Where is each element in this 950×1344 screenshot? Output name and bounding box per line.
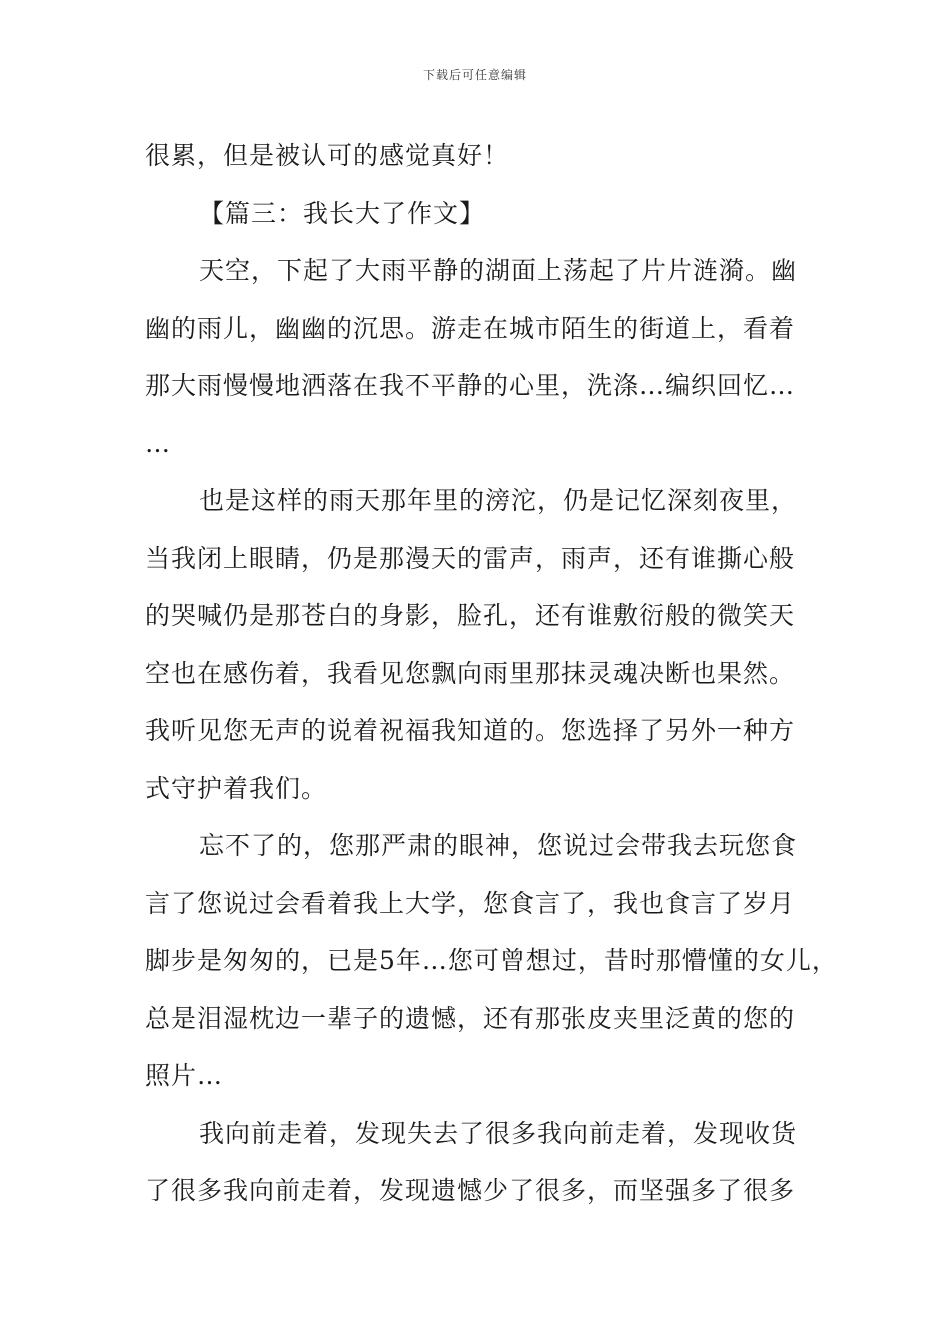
text-line-16: 总是泪湿枕边一辈子的遗憾，还有那张皮夹里泛黄的您的 bbox=[145, 1003, 796, 1033]
text-line-11: 我听见您无声的说着祝福我知道的。您选择了另外一种方 bbox=[145, 716, 796, 745]
text-line-17: 照片… bbox=[145, 1061, 224, 1090]
text-line-8: 当我闭上眼睛，仍是那漫天的雷声，雨声，还有谁撕心般 bbox=[145, 543, 796, 573]
text-line-1: 很累，但是被认可的感觉真好！ bbox=[145, 141, 510, 170]
text-line-14: 言了您说过会看着我上大学，您食言了，我也食言了岁月 bbox=[145, 888, 796, 918]
text-line-18: 我向前走着，发现失去了很多我向前走着，发现收货 bbox=[199, 1118, 798, 1148]
text-line-10: 空也在感伤着，我看见您飘向雨里那抹灵魂决断也果然。 bbox=[145, 658, 796, 688]
text-line-15: 脚步是匆匆的，已是5年…您可曾想过，昔时那懵懂的女儿， bbox=[145, 946, 838, 975]
text-line-4: 幽的雨儿，幽幽的沉思。游走在城市陌生的街道上，看着 bbox=[145, 313, 796, 343]
text-line-7: 也是这样的雨天那年里的滂沱，仍是记忆深刻夜里， bbox=[199, 486, 798, 515]
section-heading: 【篇三：我长大了作文】 bbox=[199, 198, 486, 228]
text-line-19: 了很多我向前走着，发现遗憾少了很多，而坚强多了很多 bbox=[145, 1176, 796, 1205]
page-header: 下载后可任意编辑 bbox=[422, 68, 527, 82]
text-line-3: 天空，下起了大雨平静的湖面上荡起了片片涟漪。幽 bbox=[199, 256, 798, 285]
text-line-12: 式守护着我们。 bbox=[145, 773, 328, 803]
text-line-6: … bbox=[145, 428, 171, 458]
document-body bbox=[145, 127, 838, 1220]
text-line-5: 那大雨慢慢地洒落在我不平静的心里，洗涤…编织回忆… bbox=[145, 371, 796, 400]
text-line-9: 的哭喊仍是那苍白的身影，脸孔，还有谁敷衍般的微笑天 bbox=[145, 601, 796, 630]
text-line-13: 忘不了的，您那严肃的眼神，您说过会带我去玩您食 bbox=[199, 831, 798, 860]
